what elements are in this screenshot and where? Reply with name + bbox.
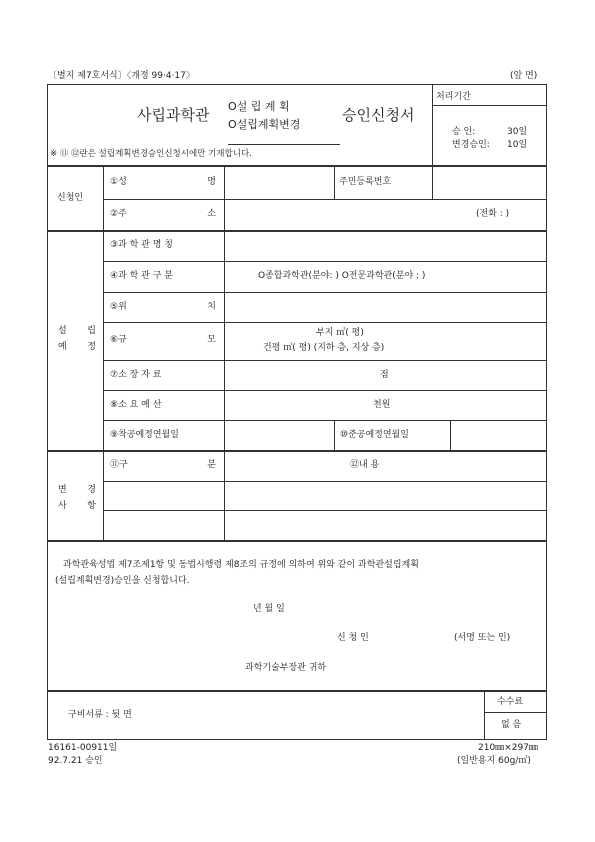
applicant-name-label: ①성 명 xyxy=(110,177,216,187)
form-code: 16161-00911일 xyxy=(48,743,118,753)
declaration-date[interactable]: 년 월 일 xyxy=(253,604,285,614)
scale-label: ⑥규 모 xyxy=(110,335,216,345)
declaration-line2: (설립계획변경)승인을 신청합니다. xyxy=(55,576,190,586)
phone-label: (전화 : ) xyxy=(476,209,510,219)
title-left: 사립과학관 xyxy=(137,106,210,124)
addressee: 과학기술부장관 귀하 xyxy=(245,663,327,673)
signature-field[interactable]: (서명 또는 인) xyxy=(454,633,511,643)
science-center-type-label: ④과 학 관 구 분 xyxy=(110,271,173,281)
note-text: ※ ⑪ ⑫란은 설립계획변경승인신청시에만 기재합니다. xyxy=(50,149,252,159)
scale-site-area[interactable]: 부지 ㎡( 평) xyxy=(316,328,364,338)
start-date-label: ⑨착공예정연월일 xyxy=(110,430,179,440)
applicant-section-label: 신청인 xyxy=(57,193,84,203)
collection-unit[interactable]: 점 xyxy=(380,370,389,380)
start-date-field[interactable] xyxy=(225,421,334,450)
change-period-label: 변경승인: xyxy=(452,140,490,150)
collection-label: ⑦소 장 자 료 xyxy=(110,370,162,380)
completion-date-field[interactable] xyxy=(451,421,546,450)
fee-value: 없 음 xyxy=(501,720,522,730)
approval-period-label: 승 인: xyxy=(452,127,476,137)
attachments-note: 구비서류 : 뒷 면 xyxy=(68,710,132,720)
form-number: 〔별지 제7호서식〕〈개정 99·4·17〉 xyxy=(48,71,195,81)
approval-period-value: 30일 xyxy=(507,127,528,137)
applicant-address-label: ②주 소 xyxy=(110,209,216,219)
fee-label: 수수료 xyxy=(497,697,524,707)
title-option-plan: O설 립 계 획 xyxy=(228,100,290,113)
science-center-name-field[interactable] xyxy=(225,232,546,261)
change-content-field[interactable] xyxy=(225,482,546,539)
location-label: ⑤위 치 xyxy=(110,302,216,312)
science-center-name-label: ③과 학 관 명 칭 xyxy=(110,240,173,250)
change-section-label-line1: 변 경 xyxy=(58,485,96,495)
science-center-type-options[interactable]: O종합과학관(분야: ) O전문과학관(분야 : ) xyxy=(258,271,426,281)
change-period-value: 10일 xyxy=(507,140,528,150)
title-option-change: O설립계획변경 xyxy=(228,118,301,131)
change-content-label: ⑫내 용 xyxy=(350,460,380,470)
title-right: 승인신청서 xyxy=(342,106,415,124)
processing-period-label: 처리기간 xyxy=(436,92,471,102)
applicant-address-field[interactable] xyxy=(225,200,465,230)
declaration-line1: 과학관육성법 제7조제1항 및 동법시행령 제8조의 규정에 의하여 위와 같이 과학관설립계획 xyxy=(63,560,419,570)
scale-building-area[interactable]: 건평 ㎡( 평) (지하 층, 지상 층) xyxy=(263,343,385,353)
rrn-field[interactable] xyxy=(433,166,546,199)
approval-date: 92.7.21 승인 xyxy=(48,756,103,766)
change-category-label: ⑪구 분 xyxy=(110,460,216,470)
change-category-field[interactable] xyxy=(104,482,224,539)
title-underline xyxy=(228,144,340,145)
rrn-label: 주민등록번호 xyxy=(339,177,392,187)
budget-label: ⑧소 요 예 산 xyxy=(110,400,162,410)
applicant-name-field[interactable] xyxy=(225,166,334,199)
plan-section-label-line1: 설 립 xyxy=(58,326,96,336)
applicant-sign-label: 신 청 인 xyxy=(337,633,369,643)
plan-section-label-line2: 예 정 xyxy=(58,342,96,352)
completion-date-label: ⑩준공예정연월일 xyxy=(340,430,409,440)
budget-unit[interactable]: 천원 xyxy=(373,400,391,410)
page-side: (앞 면) xyxy=(510,71,538,81)
location-field[interactable] xyxy=(225,293,546,322)
paper-type: (일반용지 60g/㎡) xyxy=(457,756,531,766)
change-section-label-line2: 사 항 xyxy=(58,501,96,511)
paper-size: 210㎜×297㎜ xyxy=(478,743,538,753)
